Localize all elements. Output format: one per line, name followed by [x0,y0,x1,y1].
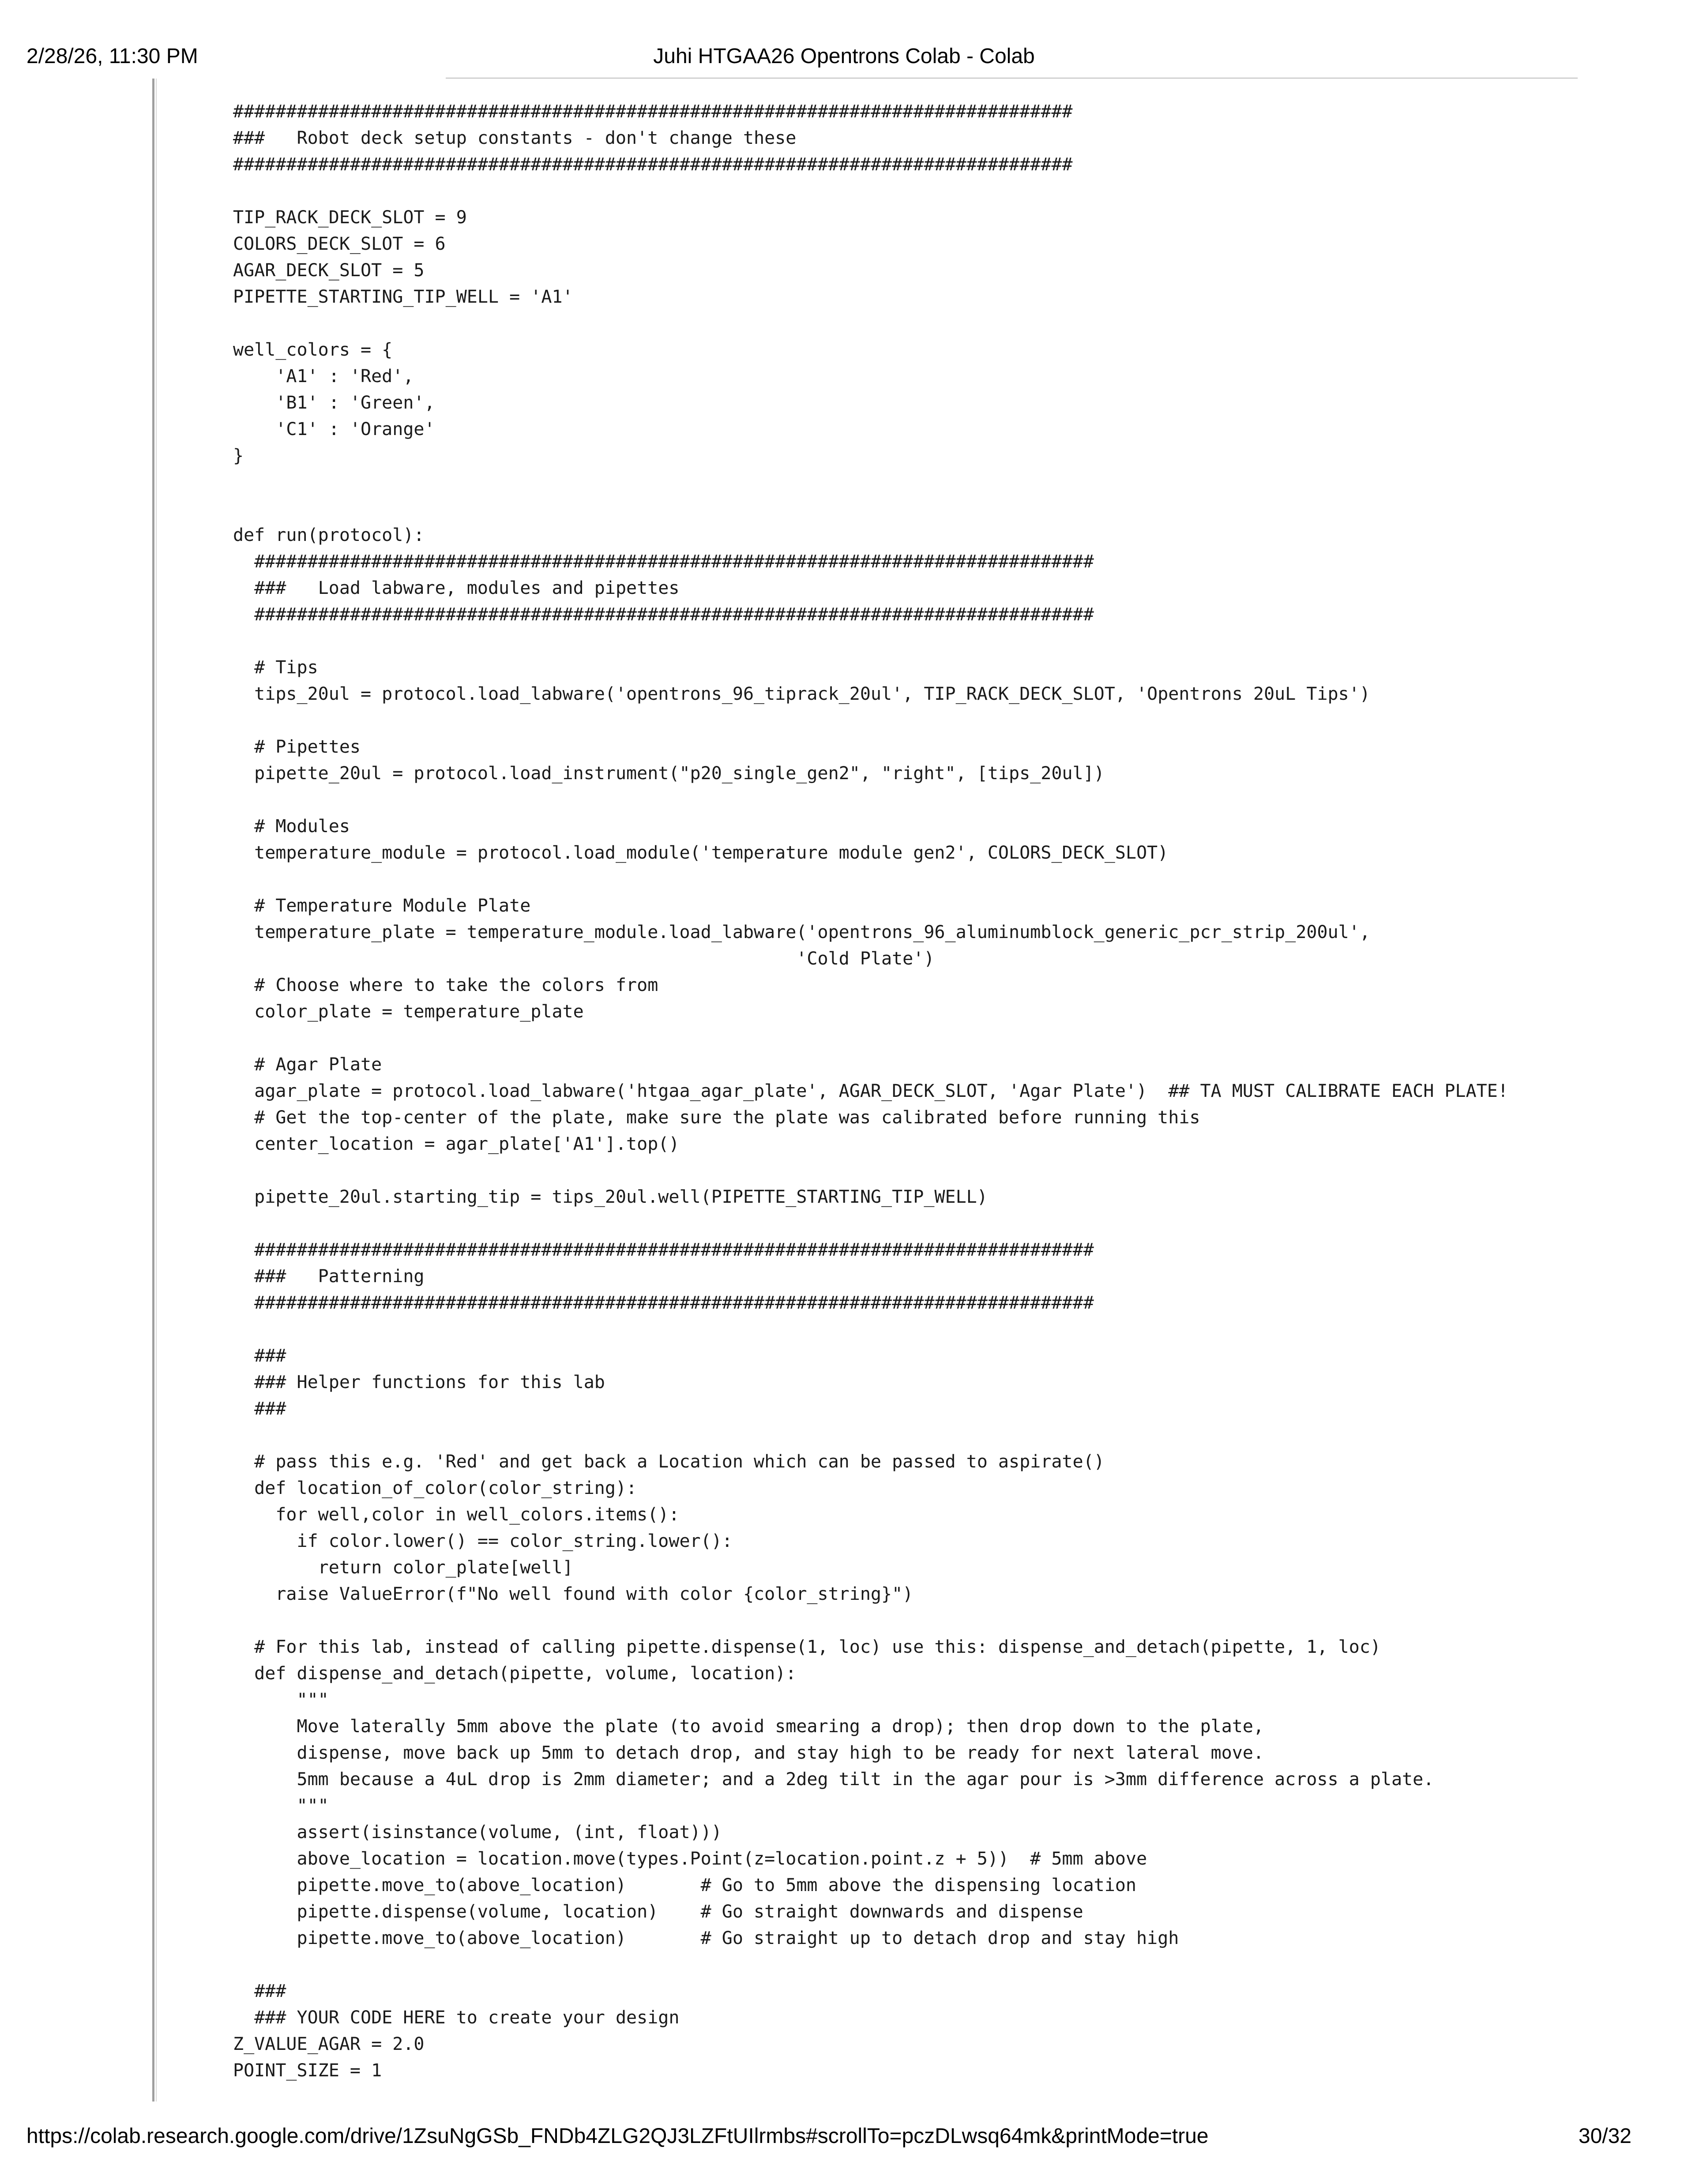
code-line: def location_of_color(color_string): [233,1478,637,1498]
code-line: Z_VALUE_AGAR = 2.0 [233,2034,425,2054]
code-line: # Pipettes [233,737,361,757]
code-line: dispense, move back up 5mm to detach drop, and stay high to be ready for next lateral move. [233,1743,1264,1763]
print-footer [0,2109,1688,2162]
code-line: # Get the top-center of the plate, make sure the plate was calibrated before running this [233,1107,1200,1128]
code-line: } [233,446,244,466]
code-line: 'B1' : 'Green', [233,393,435,413]
code-line: """ [233,1690,329,1710]
code-line [233,1157,1508,1184]
code-line [233,628,1508,654]
code-line: ############################################################################### [233,1240,1094,1260]
code-line: AGAR_DECK_SLOT = 5 [233,260,425,281]
code-line: for well,color in well_colors.items(): [233,1505,680,1525]
code-line: ############################################################################### [233,154,1073,175]
code-line: ### Helper functions for this lab [233,1372,605,1392]
code-line: TIP_RACK_DECK_SLOT = 9 [233,207,467,228]
code-line: # Choose where to take the colors from [233,975,658,995]
code-line [233,1951,1508,1978]
page-title: Juhi HTGAA26 Opentrons Colab - Colab [653,45,1035,68]
code-line: ### Load labware, modules and pipettes [233,578,680,598]
code-line: Move laterally 5mm above the plate (to avoid smearing a drop); then drop down to the plate, [233,1716,1264,1737]
page-url: https://colab.research.google.com/drive/1ZsuNgGSb_FNDb4ZLG2QJ3LZFtUIlrmbs#scrollTo=pczDLwsq64mk&printMode=true [26,2124,1209,2148]
code-line [233,866,1508,893]
code-line: def dispense_and_detach(pipette, volume, location): [233,1663,797,1684]
code-line: 'Cold Plate') [233,949,935,969]
code-line: if color.lower() == color_string.lower(): [233,1531,733,1551]
code-line: COLORS_DECK_SLOT = 6 [233,234,446,254]
code-line [233,1210,1508,1237]
code-line: def run(protocol): [233,525,425,545]
page-number: 30/32 [1578,2124,1632,2148]
code-line: PIPETTE_STARTING_TIP_WELL = 'A1' [233,287,573,307]
code-line [233,1607,1508,1634]
code-line: tips_20ul = protocol.load_labware('opentrons_96_tiprack_20ul', TIP_RACK_DECK_SLOT, 'Opentrons 20uL Tips') [233,684,1370,704]
code-line [233,1316,1508,1343]
code-line: ############################################################################### [233,552,1094,572]
code-line: ### Robot deck setup constants - don't change these [233,128,797,148]
code-line: agar_plate = protocol.load_labware('htgaa_agar_plate', AGAR_DECK_SLOT, 'Agar Plate') ## TA MUST CALIBRATE EACH PLATE! [233,1081,1508,1101]
cell-gutter [152,79,154,2101]
code-line [233,787,1508,813]
code-line: ### [233,1399,286,1419]
code-line [233,495,1508,522]
code-line: ############################################################################### [233,101,1073,122]
code-line: ### [233,1981,286,2001]
code-line: # Temperature Module Plate [233,896,531,916]
code-line: """ [233,1796,329,1816]
code-line: 'A1' : 'Red', [233,366,414,387]
code-line: temperature_module = protocol.load_module('temperature module gen2', COLORS_DECK_SLOT) [233,843,1169,863]
code-line: temperature_plate = temperature_module.load_labware('opentrons_96_aluminumblock_generic_pcr_strip_200ul', [233,922,1370,942]
code-line: assert(isinstance(volume, (int, float))) [233,1822,722,1843]
code-line: above_location = location.move(types.Point(z=location.point.z + 5)) # 5mm above [233,1849,1147,1869]
code-line: raise ValueError(f"No well found with color {color_string}") [233,1584,914,1604]
code-line [233,469,1508,495]
code-line: ############################################################################### [233,1293,1094,1313]
code-line: 5mm because a 4uL drop is 2mm diameter; and a 2deg tilt in the agar pour is >3mm difference across a plate. [233,1769,1434,1790]
code-line [233,178,1508,204]
code-line [233,310,1508,337]
code-cell[interactable] [152,79,1578,2101]
code-line: pipette_20ul.starting_tip = tips_20ul.well(PIPETTE_STARTING_TIP_WELL) [233,1187,988,1207]
code-line [233,1025,1508,1051]
code-line: # Agar Plate [233,1054,382,1075]
code-line: ### [233,1346,286,1366]
code-editor[interactable] [233,98,1508,2084]
code-line: center_location = agar_plate['A1'].top() [233,1134,680,1154]
code-line: well_colors = { [233,340,393,360]
code-line: pipette_20ul = protocol.load_instrument("p20_single_gen2", "right", [tips_20ul]) [233,763,1105,784]
code-line: ### YOUR CODE HERE to create your design [233,2008,680,2028]
print-header [0,0,1688,79]
code-line: pipette.dispense(volume, location) # Go straight downwards and dispense [233,1902,1083,1922]
code-line: 'C1' : 'Orange' [233,419,435,439]
code-line: pipette.move_to(above_location) # Go straight up to detach drop and stay high [233,1928,1179,1948]
code-line [233,1422,1508,1448]
code-line: # pass this e.g. 'Red' and get back a Location which can be passed to aspirate() [233,1452,1105,1472]
code-line: # Tips [233,657,318,678]
code-line: color_plate = temperature_plate [233,1002,584,1022]
code-line: # For this lab, instead of calling pipette.dispense(1, loc) use this: dispense_and_detach(pipette, 1, loc) [233,1637,1381,1657]
code-line: ############################################################################### [233,604,1094,625]
code-line [233,707,1508,734]
code-line: ### Patterning [233,1266,425,1287]
cell-gutter-line [156,79,157,2101]
print-datetime: 2/28/26, 11:30 PM [26,45,198,68]
code-line: pipette.move_to(above_location) # Go to 5mm above the dispensing location [233,1875,1136,1895]
code-line: return color_plate[well] [233,1557,573,1578]
code-line: # Modules [233,816,350,837]
code-line: POINT_SIZE = 1 [233,2060,382,2081]
